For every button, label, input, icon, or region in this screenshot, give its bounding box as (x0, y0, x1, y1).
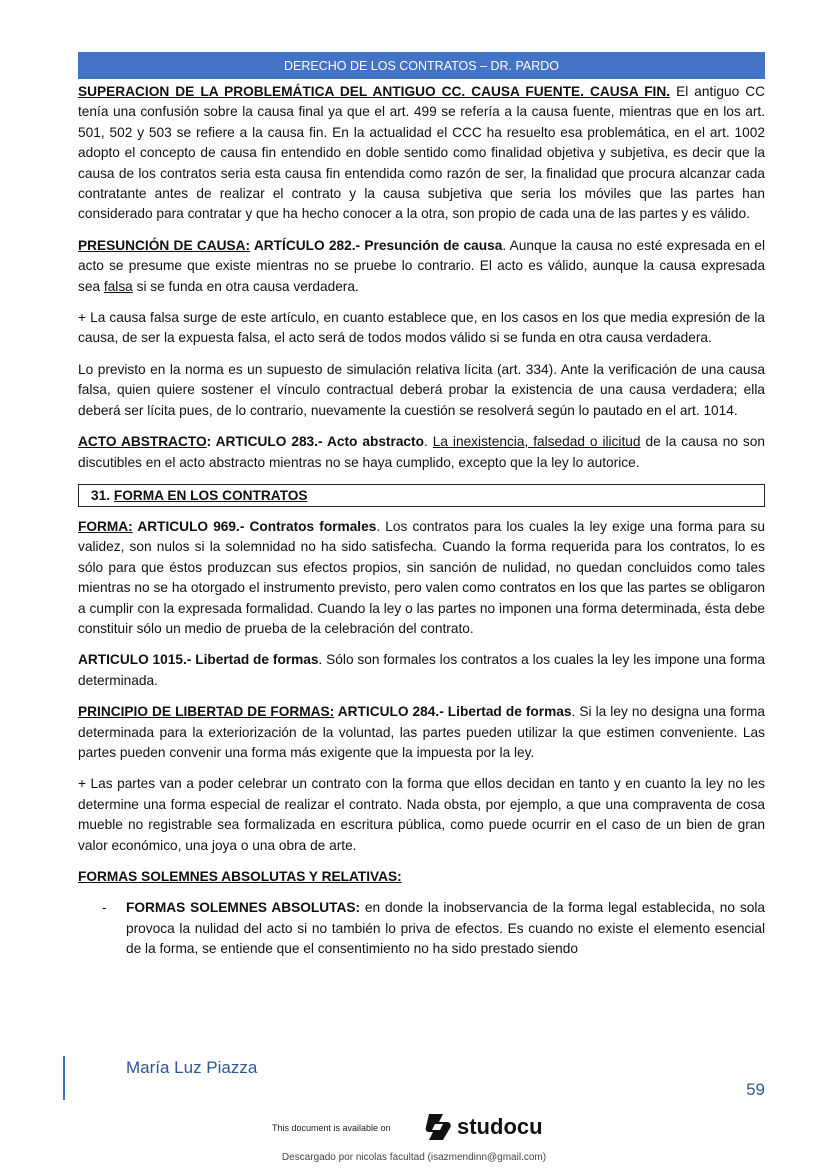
text: . Aunque la causa no esté expresada en el acto se presume que existe mientras no se pruebe lo contrario. El acto es válido, aunque la causa expresada sea (78, 237, 766, 294)
paragraph-causa-fin (78, 82, 765, 225)
bullet-dash: - (102, 900, 107, 916)
section-heading (78, 484, 765, 507)
brand-name: studocu (457, 1114, 543, 1139)
paragraph-partes: + Las partes van a poder celebrar un contrato con la forma que ellos decidan en tanto y en cuanto la ley no les determine una forma especial de realizar el contrato. Nada obsta, por ejemplo, a que una compraventa de cosa mueble no registrable sea formalizada en escritura pública, como puede ocurrir en el caso de un bien de gran valor económico, una joya o una obra de arte. (78, 776, 765, 853)
article-title: ARTICULO 1015.- Libertad de formas (78, 652, 319, 668)
text: . (423, 434, 433, 450)
underlined-text: falsa (103, 278, 133, 294)
heading: PRESUNCIÓN DE CAUSA: (78, 237, 251, 253)
text: de la causa no son discutibles en el acto abstracto mientras no se haya cumplido, excepto que la ley lo autorice. (78, 434, 765, 470)
article-title: : ARTICULO 283.- Acto abstracto (206, 434, 424, 450)
heading: SUPERACION DE LA PROBLEMÁTICA DEL ANTIGUO CC. CAUSA FUENTE. CAUSA FIN. (78, 84, 671, 99)
text: El antiguo CC tenía una confusión sobre la causa final ya que el art. 499 se refería a la causa fuente, mientras que en los art. 501, 502 y 503 se refiere a la causa fin. En la actualidad el CCC ha resuelto esa problemática, en el art. 1002 adopto el concepto de causa fin entendido en doble sentido como finalidad objetiva y subjetiva, es decir que la causa de los contratos seria esta causa fin entendida como razón de ser, la finalidad que procura alcanzar cada contratante antes de realizar el contrato y la causa subjetiva que seria los móviles que las partes han considerado para contratar y que ha hecho conocer a la otra, son propio de cada una de las partes y es válido. (78, 84, 765, 222)
paragraph-causa-falsa: + La causa falsa surge de este artículo, en cuanto establece que, en los casos en los que media expresión de la causa, de ser la expuesta falsa, el acto será de todos modos válido si se funda en otra causa verdadera. (78, 310, 765, 346)
article-title: ARTÍCULO 282.- Presunción de causa (250, 237, 503, 253)
author-name: María Luz Piazza (126, 1058, 258, 1077)
paragraph-art-1015 (78, 650, 765, 691)
paragraph-acto-abstracto (78, 432, 765, 473)
footer-accent-bar (63, 1056, 65, 1100)
paragraph-libertad-formas (78, 702, 765, 763)
text: . Sólo son formales los contratos a los cuales la ley les impone una forma determinada. (78, 652, 766, 688)
page-number: 59 (746, 1080, 765, 1099)
underlined-text: La inexistencia, falsedad o ilicitud (432, 434, 641, 450)
term: FORMAS SOLEMNES ABSOLUTAS: (126, 900, 361, 916)
text: si se funda en otra causa verdadera. (132, 278, 359, 294)
availability-text: This document is available on (272, 1123, 391, 1133)
heading: FORMA: (78, 518, 133, 534)
heading: FORMAS SOLEMNES ABSOLUTAS Y RELATIVAS: (78, 869, 402, 884)
heading-formas-solemnes (78, 867, 765, 887)
section-title: FORMA EN LOS CONTRATOS (113, 487, 308, 503)
heading: PRINCIPIO DE LIBERTAD DE FORMAS: (78, 704, 335, 720)
paragraph-simulacion: Lo previsto en la norma es un supuesto de simulación relativa lícita (art. 334). Ante la verificación de una causa falsa, quien quiere sostener el vínculo contractual deberá probar la existencia de una causa verdadera; ella deberá ser lícita pues, de lo contrario, nuevamente la cuestión se resolverá según lo pautado en el art. 1014. (78, 361, 765, 418)
text: . Si la ley no designa una forma determinada para la exteriorización de la voluntad, las partes pueden utilizar la que estimen conveniente. Las partes pueden convenir una forma más exigente que la impuesta por la ley. (78, 704, 765, 760)
section-number: 31. (91, 487, 114, 503)
list-item (78, 898, 765, 959)
paragraph-forma (78, 517, 765, 639)
studocu-logo[interactable] (425, 1112, 543, 1142)
list-item-text (126, 898, 765, 959)
text: en donde la inobservancia de la forma legal establecida, no sola provoca la nulidad del acto si no también lo priva de efectos. Es cuando no existe el elemento esencial de la forma, se entiende que el consentimiento no ha sido prestado siendo (126, 900, 765, 957)
heading: ACTO ABSTRACTO (78, 434, 207, 450)
download-info: Descargado por nicolas facultad (isazmendinn@gmail.com) (281, 1152, 547, 1163)
text: . Los contratos para los cuales la ley exige una forma para su validez, son nulos si la solemnidad no ha sido satisfecha. Cuando la forma requerida para los contratos, lo es sólo para que éstos produzcan sus efectos propios, sin sanción de nulidad, no quedan concluidos como tales mientras no se ha otorgado el instrumento previsto, pero valen como contratos en los que las partes se obligaron a cumplir con la expresada formalidad. Cuando la ley o las partes no imponen una forma determinada, ésta debe constituir sólo un medio de prueba de la celebración del contrato. (78, 518, 765, 636)
article-title: ARTICULO 969.- Contratos formales (132, 518, 377, 534)
document-header: DERECHO DE LOS CONTRATOS – DR. PARDO (78, 52, 765, 79)
article-title: ARTICULO 284.- Libertad de formas (334, 704, 572, 720)
document-body (78, 82, 765, 960)
paragraph-presuncion (78, 236, 765, 297)
studocu-icon (425, 1112, 453, 1142)
